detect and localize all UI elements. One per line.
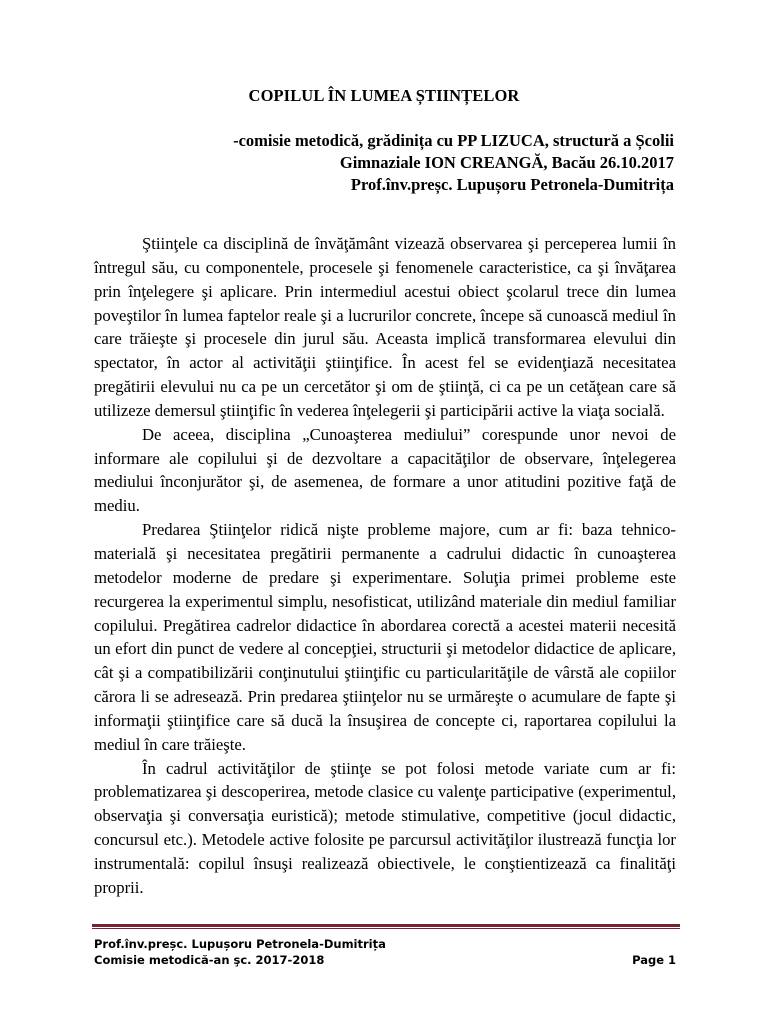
paragraph-4: În cadrul activităţilor de ştiinţe se pot folosi metode variate cum ar fi: problematizarea şi descoperirea, metode clasice cu valenţe participative (experimentul, observaţia şi conversaţia euristică); metode stimulative, competitive (jocul didactic, concursul etc.). Metodele active folosite pe parcursul activităţilor ilustrează funcţia lor instrumentală: copilul însuşi realizează obiectivele, le conştientizează ca finalităţi proprii.	[94, 758, 676, 897]
document-body	[94, 232, 676, 900]
subtitle-line-1: -comisie metodică, grădinița cu PP LIZUCA, structură a Școlii	[233, 131, 674, 150]
paragraph-2: De aceea, disciplina „Cunoaşterea mediului” corespunde unor nevoi de informare ale copilului şi de dezvoltare a capacităţilor de observare, înţelegerea mediului înconjurător şi, de asemenea, de formare a unor atitudini pozitive faţă de mediu.	[94, 424, 676, 516]
footer-page-number: Page 1	[632, 953, 676, 967]
subtitle-line-2: Gimnaziale ION CREANGĂ, Bacău 26.10.2017	[339, 153, 674, 172]
footer-author: Prof.înv.preșc. Lupușoru Petronela-Dumitrița	[94, 937, 386, 951]
subtitle-line-3: Prof.înv.preșc. Lupușoru Petronela-Dumitrița	[350, 175, 674, 194]
paragraph-1: Ştiinţele ca disciplină de învăţământ vizează observarea şi perceperea lumii în întregul său, cu componentele, procesele şi fenomenele caracteristice, ca şi învăţarea prin înţelegere şi aplicare. Prin intermediul acestui obiect şcolarul trece din lumea poveştilor în lumea faptelor reale şi a lucrurilor concrete, începe să cunoască mediul în care trăieşte şi procesele din jurul său. Aceasta implică transformarea elevului din spectator, în actor al activităţii ştiinţifice. În acest fel se evidenţiază necesitatea pregătirii elevului nu ca pe un cercetător şi om de ştiinţă, ci ca pe un cetăţean care să utilizeze demersul ştiinţific în vederea înţelegerii şi participării active la viaţa socială.	[94, 234, 676, 420]
footer-divider	[92, 924, 680, 929]
document-title: COPILUL ÎN LUMEA ȘTIINȚELOR	[248, 86, 520, 105]
paragraph-3: Predarea Ştiinţelor ridică nişte probleme majore, cum ar fi: baza tehnico-materială şi necesitatea pregătirii permanente a cadrului didactic în cunoaşterea metodelor moderne de predare şi experimentare. Soluţia primei probleme este recurgerea la experimentul simplu, nesofisticat, utilizând materiale din mediul familiar copilului. Pregătirea cadrelor didactice în abordarea corectă a acestei materii necesită un efort din punct de vedere al concepţiei, structurii şi metodelor didactice de aplicare, cât şi a compatibilizării conţinutului ştiinţific cu particularităţile de vârstă ale copiilor cărora li se adresează. Prin predarea ştiinţelor nu se urmăreşte o acumulare de fapte şi informaţii ştiinţifice care să ducă la însuşirea de concepte ci, raportarea copilului la mediul în care trăieşte.	[94, 520, 676, 754]
footer-commission: Comisie metodică-an şc. 2017-2018	[94, 953, 325, 967]
